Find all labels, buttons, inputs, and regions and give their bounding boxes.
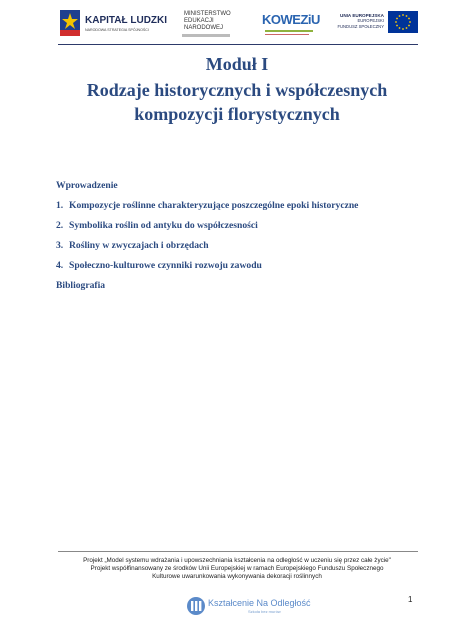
page-number: 1	[408, 595, 413, 604]
eu-line-2: EUROPEJSKI	[357, 18, 384, 24]
footer-line-1: Projekt „Model systemu wdrażania i upowszechniania kształcenia na odległość w uczeniu się przez całe życie"	[83, 557, 391, 564]
toc-item-label: Kompozycje roślinne charakteryzujące poszczególne epoki historyczne	[69, 200, 359, 211]
toc-item-2[interactable]	[56, 220, 258, 231]
toc-item-4[interactable]	[56, 260, 262, 271]
ksztalcenie-logo-text: Kształcenie Na Odległość	[208, 598, 311, 608]
footer-text	[0, 557, 474, 582]
kapital-ludzki-mark-icon	[60, 10, 80, 36]
footer-line-2: Projekt współfinansowany ze środków Unii Europejskiej w ramach Europejskiego Funduszu Społecznego	[90, 565, 384, 573]
ministry-line-2: EDUKACJI	[184, 18, 214, 24]
header-logos	[58, 8, 418, 42]
koweziu-logo	[262, 8, 320, 42]
header-divider	[58, 44, 418, 45]
eu-line-1: UNIA EUROPEJSKA	[340, 13, 384, 18]
kapital-ludzki-logo	[58, 8, 176, 42]
toc-item-number: 4.	[56, 260, 64, 271]
ministry-stripe	[182, 34, 230, 37]
ministry-logo	[182, 8, 242, 42]
toc-bibliography[interactable]: Bibliografia	[56, 280, 106, 291]
ksztalcenie-logo	[186, 596, 311, 618]
footer-line-3: Kulturowe uwarunkowania wykonywania dekoracji roślinnych	[152, 573, 322, 581]
eu-text	[334, 13, 384, 29]
eu-flag-icon	[388, 11, 418, 33]
toc-item-label: Rośliny w zwyczajach i obrzędach	[69, 240, 209, 251]
koweziu-swoosh-icon	[265, 30, 313, 32]
toc-item-number: 2.	[56, 220, 64, 231]
ministry-line-3: NARODOWEJ	[184, 25, 223, 31]
ksztalcenie-mark-icon	[186, 596, 206, 616]
eu-line-3: FUNDUSZ SPOŁECZNY	[337, 23, 384, 29]
koweziu-name: KOWEZiU	[262, 12, 320, 27]
toc-item-number: 1.	[56, 200, 64, 211]
kapital-ludzki-subtitle: NARODOWA STRATEGIA SPÓJNOŚCI	[85, 28, 149, 32]
document-title-line-2: kompozycji florystycznych	[134, 104, 340, 124]
toc-item-label: Społeczno-kulturowe czynniki rozwoju zawodu	[69, 260, 262, 271]
toc-item-3[interactable]	[56, 240, 209, 251]
toc-item-1[interactable]	[56, 200, 358, 211]
eu-logo	[334, 8, 418, 42]
koweziu-underline	[265, 34, 309, 35]
toc-item-label: Symbolika roślin od antyku do współczesności	[69, 220, 258, 231]
toc-item-number: 3.	[56, 240, 64, 251]
module-title: Moduł I	[205, 54, 269, 74]
footer-divider	[58, 551, 418, 552]
ministry-line-1: MINISTERSTWO	[184, 11, 231, 17]
kapital-ludzki-title: KAPITAŁ LUDZKI	[85, 15, 168, 26]
ksztalcenie-logo-subtext: Szkoła bez murów	[248, 609, 281, 614]
document-title-line-1: Rodzaje historycznych i współczesnych	[86, 80, 388, 100]
toc-intro[interactable]: Wprowadzenie	[56, 180, 118, 191]
